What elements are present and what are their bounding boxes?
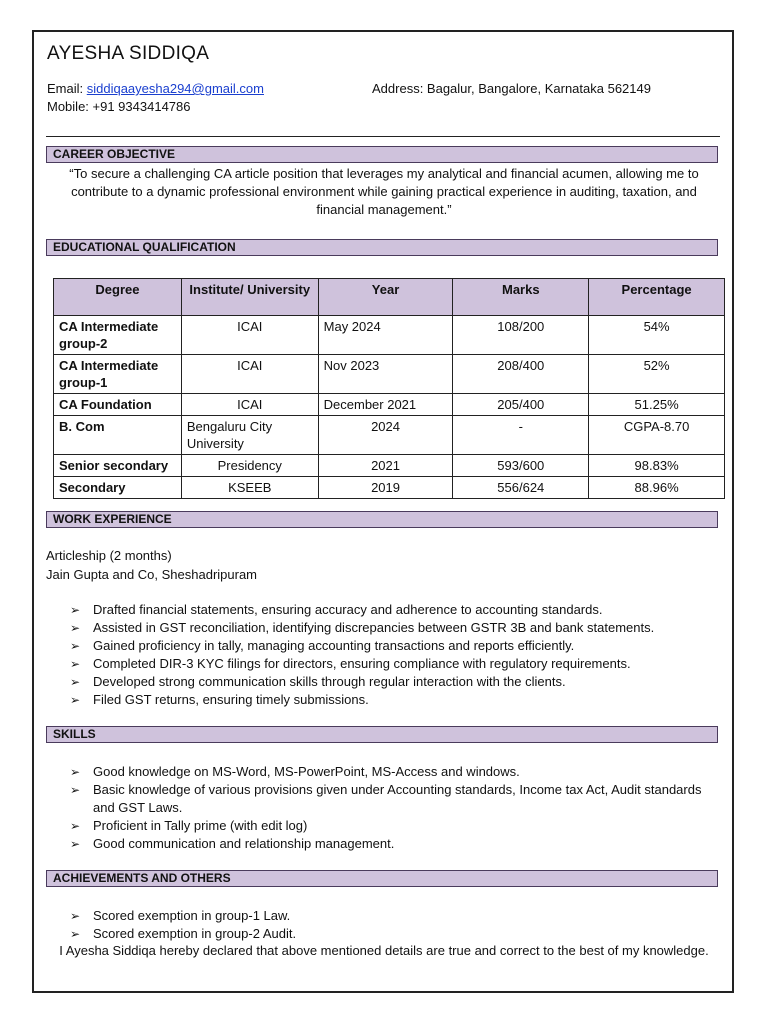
percentage-cell: 98.83% bbox=[589, 455, 725, 477]
year-cell: May 2024 bbox=[318, 316, 453, 355]
arrow-bullet-icon: ➢ bbox=[70, 657, 81, 671]
list-item: ➢ Scored exemption in group-2 Audit. bbox=[70, 926, 297, 941]
candidate-name: AYESHA SIDDIQA bbox=[47, 43, 210, 64]
marks-cell: - bbox=[453, 416, 589, 455]
table-row bbox=[54, 455, 725, 477]
education-table bbox=[53, 278, 725, 499]
col-degree: Degree bbox=[54, 279, 182, 316]
arrow-bullet-icon: ➢ bbox=[70, 639, 81, 653]
list-item: ➢ Filed GST returns, ensuring timely submissions. bbox=[70, 692, 369, 707]
arrow-bullet-icon: ➢ bbox=[70, 765, 81, 779]
list-item: ➢ Good communication and relationship management. bbox=[70, 836, 395, 851]
year-cell: 2024 bbox=[318, 416, 453, 455]
percentage-cell: 88.96% bbox=[589, 477, 725, 499]
section-skills: SKILLS bbox=[46, 726, 718, 743]
marks-cell: 556/624 bbox=[453, 477, 589, 499]
section-education: EDUCATIONAL QUALIFICATION bbox=[46, 239, 718, 256]
marks-cell: 208/400 bbox=[453, 355, 589, 394]
achievements-list bbox=[70, 907, 710, 943]
table-header-row bbox=[54, 279, 725, 316]
arrow-bullet-icon: ➢ bbox=[70, 837, 81, 851]
list-item: ➢ Good knowledge on MS-Word, MS-PowerPoint, MS-Access and windows. bbox=[70, 764, 520, 779]
percentage-cell: CGPA-8.70 bbox=[589, 416, 725, 455]
work-list bbox=[70, 601, 710, 709]
work-role: Articleship (2 months) bbox=[46, 548, 172, 563]
percentage-cell: 52% bbox=[589, 355, 725, 394]
degree-cell: CA Foundation bbox=[54, 394, 182, 416]
list-item: ➢ Scored exemption in group-1 Law. bbox=[70, 908, 291, 923]
career-objective-text: “To secure a challenging CA article position that leverages my analytical and financial acumen, allowing me to contribute to a dynamic professional environment while gaining practical experience in auditing, taxation, and financial management.” bbox=[69, 166, 699, 217]
year-cell: Nov 2023 bbox=[318, 355, 453, 394]
table-row bbox=[54, 316, 725, 355]
arrow-bullet-icon: ➢ bbox=[70, 819, 81, 833]
col-marks: Marks bbox=[453, 279, 589, 316]
table-row bbox=[54, 394, 725, 416]
table-row bbox=[54, 416, 725, 455]
list-item: ➢ Assisted in GST reconciliation, identifying discrepancies between GSTR 3B and bank statements. bbox=[70, 620, 655, 635]
institute-cell: KSEEB bbox=[181, 477, 318, 499]
table-row bbox=[54, 477, 725, 499]
list-item: ➢ Gained proficiency in tally, managing accounting transactions and reports efficiently. bbox=[70, 638, 575, 653]
declaration-text: I Ayesha Siddiqa hereby declared that above mentioned details are true and correct to the best of my knowledge. bbox=[59, 943, 709, 958]
arrow-bullet-icon: ➢ bbox=[70, 675, 81, 689]
institute-cell: ICAI bbox=[181, 355, 318, 394]
list-item: ➢ Developed strong communication skills through regular interaction with the clients. bbox=[70, 674, 566, 689]
mobile: Mobile: +91 9343414786 bbox=[47, 99, 191, 114]
section-work-experience: WORK EXPERIENCE bbox=[46, 511, 718, 528]
degree-cell: Senior secondary bbox=[54, 455, 182, 477]
table-row bbox=[54, 355, 725, 394]
marks-cell: 593/600 bbox=[453, 455, 589, 477]
arrow-bullet-icon: ➢ bbox=[70, 603, 81, 617]
col-year: Year bbox=[318, 279, 453, 316]
arrow-bullet-icon: ➢ bbox=[70, 909, 81, 923]
col-institute: Institute/ University bbox=[181, 279, 318, 316]
col-percentage: Percentage bbox=[589, 279, 725, 316]
skills-list bbox=[70, 763, 710, 853]
email-line bbox=[47, 81, 264, 96]
list-item: ➢ Basic knowledge of various provisions given under Accounting standards, Income tax Act, Audit standards and GST Laws. bbox=[70, 782, 702, 815]
list-item: ➢ Completed DIR-3 KYC filings for directors, ensuring compliance with regulatory requirements. bbox=[70, 656, 631, 671]
header-divider bbox=[46, 136, 720, 137]
email-link[interactable]: siddiqaayesha294@gmail.com bbox=[86, 81, 264, 96]
degree-cell: CA Intermediate group-1 bbox=[54, 355, 182, 394]
degree-cell: Secondary bbox=[54, 477, 182, 499]
percentage-cell: 51.25% bbox=[589, 394, 725, 416]
marks-cell: 205/400 bbox=[453, 394, 589, 416]
email-label: Email: bbox=[47, 81, 87, 96]
list-item: ➢ Proficient in Tally prime (with edit log) bbox=[70, 818, 308, 833]
year-cell: 2019 bbox=[318, 477, 453, 499]
address: Address: Bagalur, Bangalore, Karnataka 562149 bbox=[372, 81, 651, 96]
year-cell: 2021 bbox=[318, 455, 453, 477]
institute-cell: Bengaluru City University bbox=[181, 416, 318, 455]
marks-cell: 108/200 bbox=[453, 316, 589, 355]
arrow-bullet-icon: ➢ bbox=[70, 693, 81, 707]
institute-cell: ICAI bbox=[181, 316, 318, 355]
work-firm: Jain Gupta and Co, Sheshadripuram bbox=[46, 567, 258, 582]
year-cell: December 2021 bbox=[318, 394, 453, 416]
section-career-objective: CAREER OBJECTIVE bbox=[46, 146, 718, 163]
institute-cell: ICAI bbox=[181, 394, 318, 416]
arrow-bullet-icon: ➢ bbox=[70, 783, 81, 797]
section-achievements: ACHIEVEMENTS AND OTHERS bbox=[46, 870, 718, 887]
degree-cell: B. Com bbox=[54, 416, 182, 455]
percentage-cell: 54% bbox=[589, 316, 725, 355]
arrow-bullet-icon: ➢ bbox=[70, 927, 81, 941]
degree-cell: CA Intermediate group-2 bbox=[54, 316, 182, 355]
arrow-bullet-icon: ➢ bbox=[70, 621, 81, 635]
institute-cell: Presidency bbox=[181, 455, 318, 477]
list-item: ➢ Drafted financial statements, ensuring accuracy and adherence to accounting standards. bbox=[70, 602, 603, 617]
